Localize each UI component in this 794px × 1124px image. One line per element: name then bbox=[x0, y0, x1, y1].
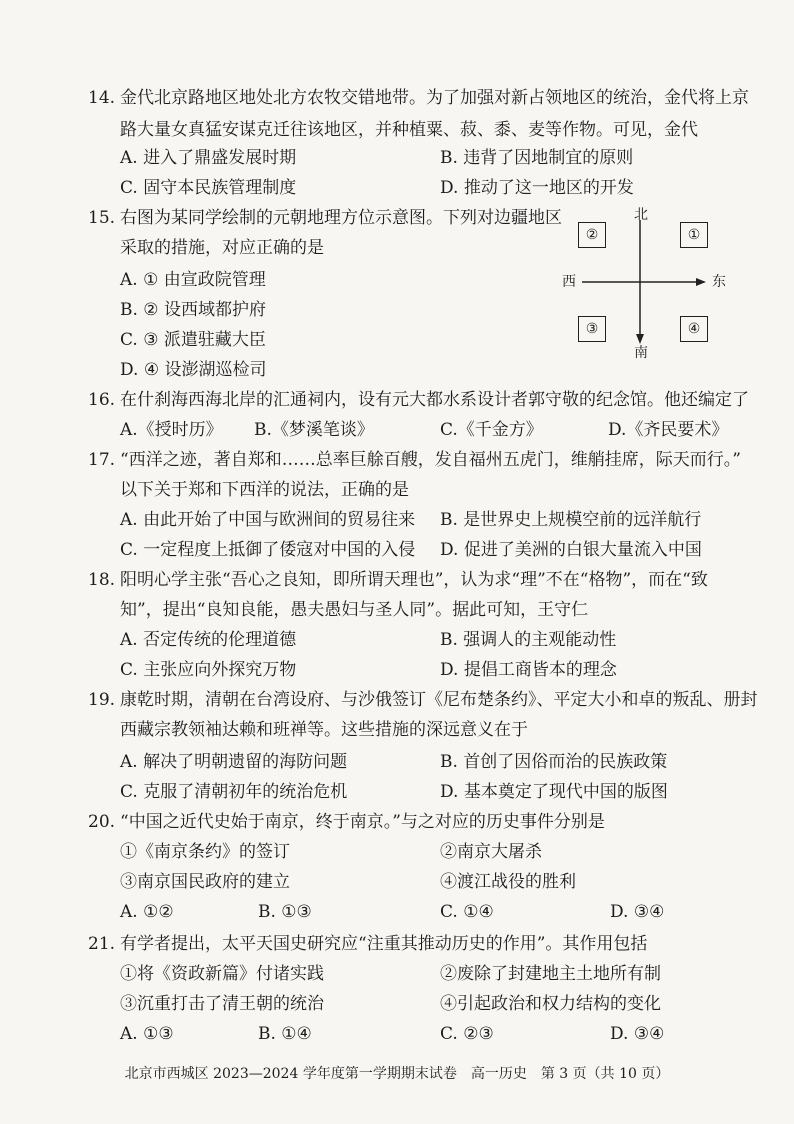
direction-north: 北 bbox=[634, 207, 648, 223]
option-d: D. 推动了这一地区的开发 bbox=[440, 178, 634, 198]
question-number: 21. bbox=[88, 934, 116, 954]
question-stem: 知”，提出“良知良能，愚夫愚妇与圣人同”。据此可知，王守仁 bbox=[120, 600, 589, 620]
option-a: A. 由此开始了中国与欧洲间的贸易往来 bbox=[120, 510, 416, 530]
statement-1: ①将《资政新篇》付诸实践 bbox=[120, 964, 324, 984]
option-d: D. 促进了美洲的白银大量流入中国 bbox=[440, 540, 702, 560]
map-region-2: ② bbox=[578, 222, 606, 248]
page-footer: 北京市西城区 2023—2024 学年度第一学期期末试卷 高一历史 第 3 页（共 10 页） bbox=[124, 1066, 670, 1082]
option-d: D. 提倡工商皆本的理念 bbox=[440, 660, 617, 680]
option-a: A. 解决了明朝遗留的海防问题 bbox=[120, 752, 348, 772]
question-stem: “西洋之迹，著自郑和……总率巨艅百艘，发自福州五虎门，维艄挂席，际天而行。” bbox=[120, 450, 741, 470]
option-c: C. 克服了清朝初年的统治危机 bbox=[120, 782, 348, 802]
statement-4: ④引起政治和权力结构的变化 bbox=[440, 994, 661, 1014]
option-a: A. ①② bbox=[120, 902, 174, 922]
option-b: B. 是世界史上规模空前的远洋航行 bbox=[440, 510, 702, 530]
option-d: D. ③④ bbox=[610, 1024, 665, 1044]
option-c: C. 主张应向外探究万物 bbox=[120, 660, 297, 680]
option-b: B.《梦溪笔谈》 bbox=[254, 420, 374, 440]
question-stem: 采取的措施，对应正确的是 bbox=[120, 238, 324, 258]
option-a: A. 否定传统的伦理道德 bbox=[120, 630, 297, 650]
statement-1: ①《南京条约》的签订 bbox=[120, 842, 290, 862]
option-b: B. 违背了因地制宜的原则 bbox=[440, 148, 634, 168]
question-number: 15. bbox=[88, 208, 116, 228]
question-number: 20. bbox=[88, 812, 116, 832]
option-d: D. ③④ bbox=[610, 902, 665, 922]
question-stem: 金代北京路地区地处北方农牧交错地带。为了加强对新占领地区的统治，金代将上京 bbox=[120, 88, 749, 108]
statement-3: ③沉重打击了清王朝的统治 bbox=[120, 994, 324, 1014]
option-c: C. ②③ bbox=[440, 1024, 494, 1044]
map-region-3: ③ bbox=[578, 316, 606, 342]
option-a: A. 进入了鼎盛发展时期 bbox=[120, 148, 297, 168]
map-region-4: ④ bbox=[680, 316, 708, 342]
question-number: 17. bbox=[88, 450, 116, 470]
option-a: A. ①③ bbox=[120, 1024, 174, 1044]
option-d: D.《齐民要术》 bbox=[608, 420, 729, 440]
question-stem: 以下关于郑和下西洋的说法，正确的是 bbox=[120, 480, 409, 500]
question-stem: 在什刹海西海北岸的汇通祠内，设有元大都水系设计者郭守敬的纪念馆。他还编定了 bbox=[120, 390, 749, 410]
statement-3: ③南京国民政府的建立 bbox=[120, 872, 290, 892]
direction-east: 东 bbox=[712, 274, 726, 290]
direction-west: 西 bbox=[562, 274, 576, 290]
question-number: 19. bbox=[88, 690, 116, 710]
option-b: B. ①④ bbox=[258, 1024, 312, 1044]
option-c: C. ③ 派遣驻藏大臣 bbox=[120, 330, 266, 350]
option-b: B. 强调人的主观能动性 bbox=[440, 630, 617, 650]
option-d: D. ④ 设澎湖巡检司 bbox=[120, 360, 267, 380]
question-number: 14. bbox=[88, 88, 116, 108]
map-region-1: ① bbox=[680, 222, 708, 248]
option-c: C.《千金方》 bbox=[440, 420, 543, 440]
question-stem: 康乾时期，清朝在台湾设府、与沙俄签订《尼布楚条约》、平定大小和卓的叛乱、册封 bbox=[120, 690, 758, 710]
option-b: B. ② 设西域都护府 bbox=[120, 300, 266, 320]
option-b: B. 首创了因俗而治的民族政策 bbox=[440, 752, 668, 772]
option-c: C. 固守本民族管理制度 bbox=[120, 178, 297, 198]
option-a: A. ① 由宣政院管理 bbox=[120, 270, 266, 290]
question-stem: 有学者提出，太平天国史研究应“注重其推动历史的作用”。其作用包括 bbox=[120, 934, 648, 954]
statement-2: ②废除了封建地主土地所有制 bbox=[440, 964, 661, 984]
question-stem: 阳明心学主张“吾心之良知，即所谓天理也”，认为求“理”不在“格物”，而在“致 bbox=[120, 570, 708, 590]
question-number: 16. bbox=[88, 390, 116, 410]
option-c: C. 一定程度上抵御了倭寇对中国的入侵 bbox=[120, 540, 416, 560]
statement-4: ④渡江战役的胜利 bbox=[440, 872, 576, 892]
question-stem: 路大量女真猛安谋克迁往该地区，并种植粟、菽、黍、麦等作物。可见，金代 bbox=[120, 120, 698, 140]
question-stem: 右图为某同学绘制的元朝地理方位示意图。下列对边疆地区 bbox=[120, 208, 562, 228]
statement-2: ②南京大屠杀 bbox=[440, 842, 542, 862]
option-a: A.《授时历》 bbox=[120, 420, 223, 440]
option-c: C. ①④ bbox=[440, 902, 494, 922]
question-stem: 西藏宗教领袖达赖和班禅等。这些措施的深远意义在于 bbox=[120, 720, 528, 740]
option-d: D. 基本奠定了现代中国的版图 bbox=[440, 782, 668, 802]
question-number: 18. bbox=[88, 570, 116, 590]
direction-south: 南 bbox=[634, 345, 648, 361]
question-stem: “中国之近代史始于南京，终于南京。”与之对应的历史事件分别是 bbox=[120, 812, 605, 832]
option-b: B. ①③ bbox=[258, 902, 312, 922]
